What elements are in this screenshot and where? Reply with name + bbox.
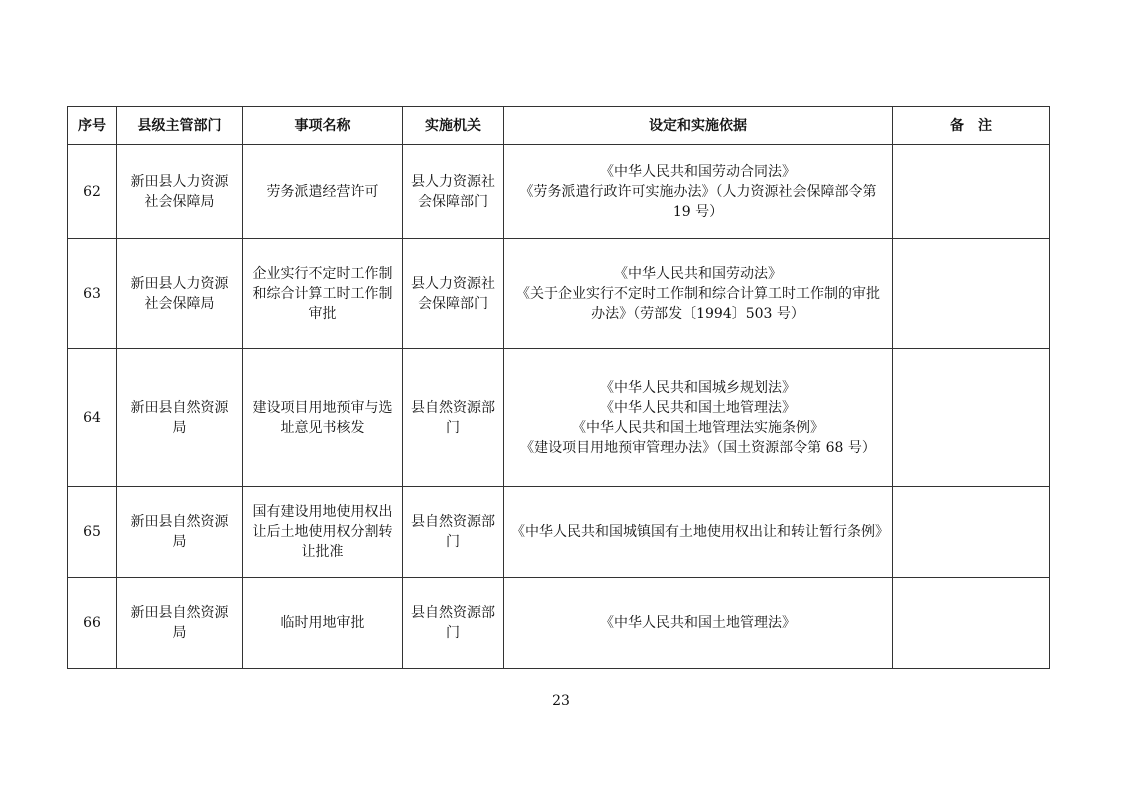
row-basis: [504, 145, 893, 239]
basis-line: 《中华人民共和国城镇国有土地使用权出让和转让暂行条例》: [511, 524, 889, 540]
header-dept: 县级主管部门: [117, 107, 243, 145]
row-basis: [504, 239, 893, 349]
row-dept: 新田县自然资源局: [117, 487, 243, 578]
basis-line: 《劳务派遣行政许可实施办法》（人力资源社会保障部令第 19 号）: [519, 183, 877, 220]
row-basis: [504, 578, 893, 669]
table-row: [68, 145, 1050, 239]
row-item: 企业实行不定时工作制和综合计算工时工作制审批: [243, 239, 403, 349]
row-dept: 新田县人力资源社会保障局: [117, 145, 243, 239]
row-item: 建设项目用地预审与选址意见书核发: [243, 349, 403, 487]
table-row: [68, 239, 1050, 349]
row-no: 62: [68, 145, 117, 239]
basis-line: 《中华人民共和国土地管理法》: [600, 399, 796, 416]
header-item: 事项名称: [243, 107, 403, 145]
row-item: 国有建设用地使用权出让后土地使用权分割转让批准: [243, 487, 403, 578]
row-note: [893, 145, 1050, 239]
table-row: [68, 349, 1050, 487]
row-org: 县自然资源部门: [403, 349, 504, 487]
table-row: [68, 578, 1050, 669]
row-note: [893, 578, 1050, 669]
header-org: 实施机关: [403, 107, 504, 145]
row-no: 63: [68, 239, 117, 349]
row-org: 县自然资源部门: [403, 487, 504, 578]
basis-line: 《关于企业实行不定时工作制和综合计算工时工作制的审批办法》（劳部发〔1994〕503 号）: [516, 285, 880, 322]
row-dept: 新田县人力资源社会保障局: [117, 239, 243, 349]
row-basis: [504, 487, 893, 578]
row-org: 县人力资源社会保障部门: [403, 239, 504, 349]
row-item: 临时用地审批: [243, 578, 403, 669]
basis-line: 《中华人民共和国劳动合同法》: [600, 163, 796, 180]
row-item: 劳务派遣经营许可: [243, 145, 403, 239]
row-org: 县自然资源部门: [403, 578, 504, 669]
table-row: [68, 487, 1050, 578]
row-note: [893, 239, 1050, 349]
basis-line: 《中华人民共和国城乡规划法》: [600, 379, 796, 396]
row-no: 65: [68, 487, 117, 578]
header-no: 序号: [68, 107, 117, 145]
page-number: 23: [552, 693, 570, 709]
row-note: [893, 487, 1050, 578]
basis-line: 《中华人民共和国土地管理法实施条例》: [572, 419, 824, 436]
basis-line: 《中华人民共和国劳动法》: [614, 265, 782, 282]
approval-items-table: [67, 106, 1050, 669]
row-no: 66: [68, 578, 117, 669]
row-basis: [504, 349, 893, 487]
row-dept: 新田县自然资源局: [117, 578, 243, 669]
basis-line: 《建设项目用地预审管理办法》（国土资源部令第 68 号）: [520, 439, 876, 456]
row-org: 县人力资源社会保障部门: [403, 145, 504, 239]
row-no: 64: [68, 349, 117, 487]
row-dept: 新田县自然资源局: [117, 349, 243, 487]
basis-line: 《中华人民共和国土地管理法》: [600, 615, 796, 631]
header-note: 备 注: [893, 107, 1050, 145]
table-header-row: [68, 107, 1050, 145]
header-basis: 设定和实施依据: [504, 107, 893, 145]
row-note: [893, 349, 1050, 487]
